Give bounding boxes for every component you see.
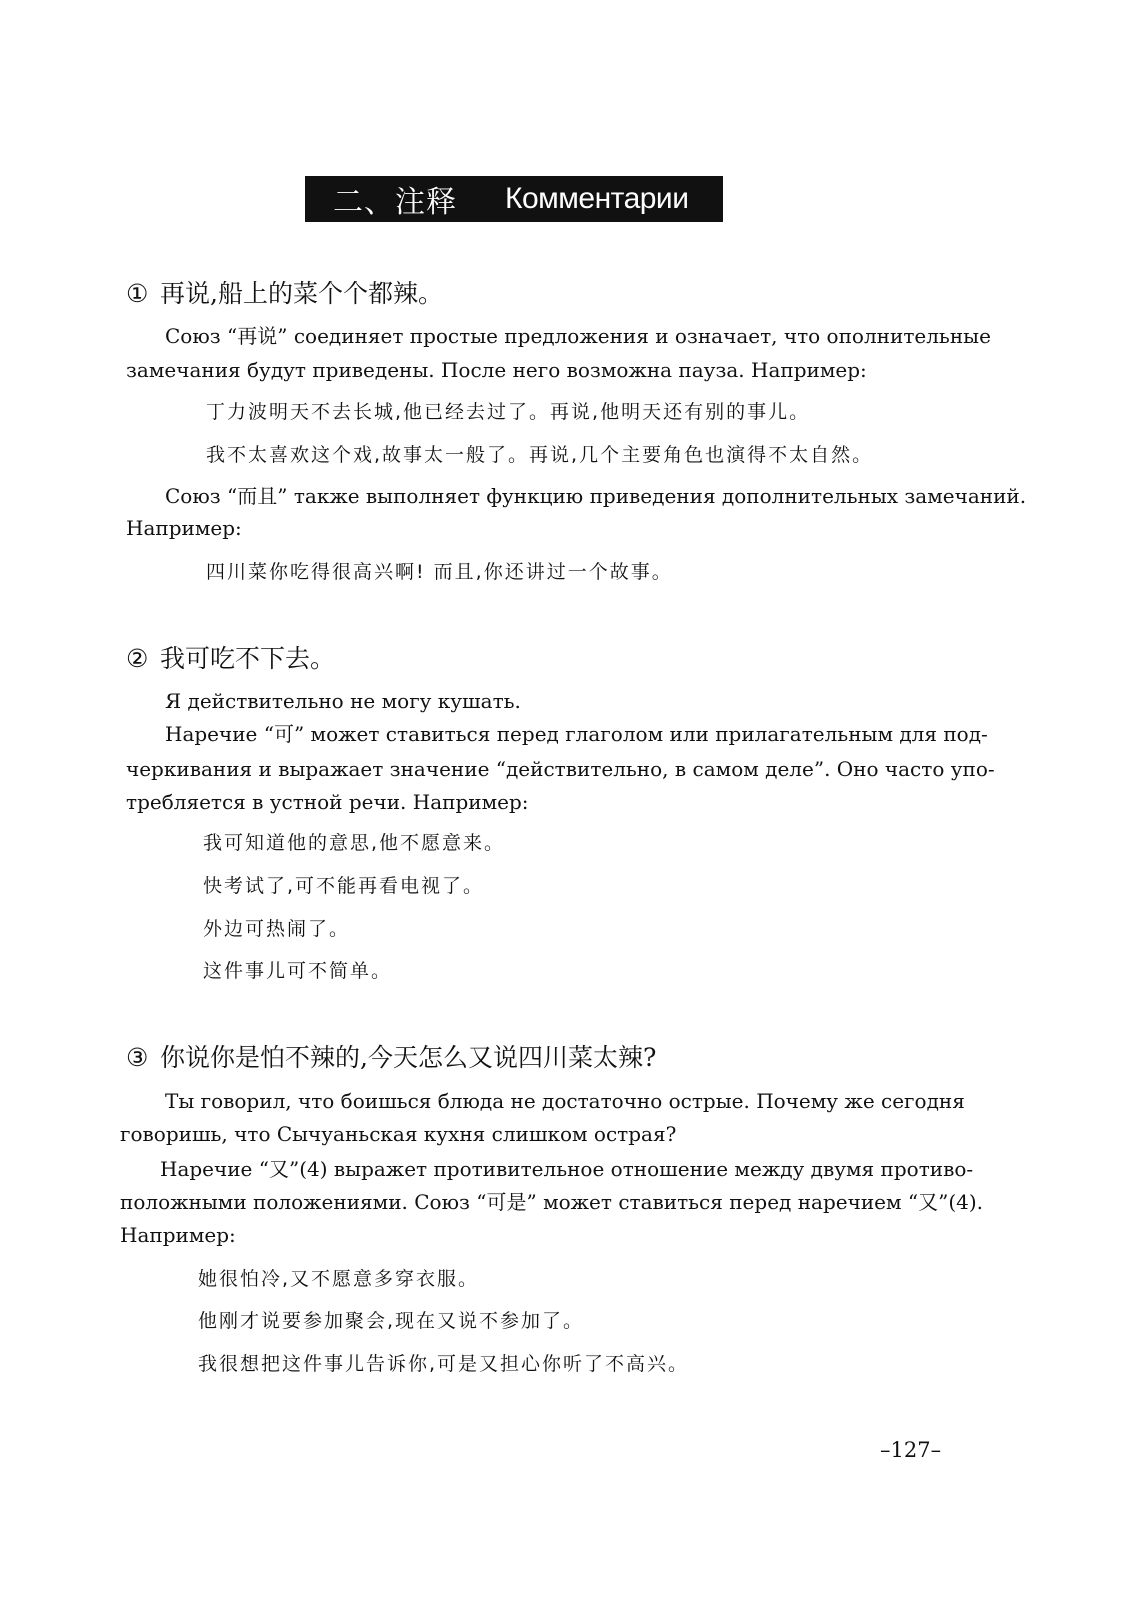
- note-2-example-4: 这件事儿可不简单。: [203, 960, 393, 982]
- note-3-title: 你说你是怕不辣的,今天怎么又说四川菜太辣?: [160, 1043, 657, 1072]
- note-2-line-3: черкивания и выражает значение “действительно, в самом деле”. Оно часто упо-: [126, 757, 995, 781]
- section-header-russian: Комментарии: [505, 182, 689, 215]
- note-2-number: ②: [126, 644, 149, 673]
- page-number: –127–: [880, 1438, 942, 1462]
- note-3-line-3: Наречие “又”(4) выражет противительное отношение между двумя противо-: [160, 1157, 974, 1181]
- note-1-example-2: 我不太喜欢这个戏,故事太一般了。再说,几个主要角色也演得不太自然。: [206, 444, 874, 466]
- note-3-number: ③: [126, 1043, 149, 1072]
- note-1-line-3: Союз “而且” также выполняет функцию приведения дополнительных замечаний.: [165, 484, 1027, 508]
- note-3-example-3: 我很想把这件事儿告诉你,可是又担心你听了不高兴。: [198, 1353, 690, 1375]
- note-1-example-1: 丁力波明天不去长城,他已经去过了。再说,他明天还有别的事儿。: [206, 401, 811, 423]
- note-2-example-3: 外边可热闹了。: [203, 918, 351, 940]
- note-2-example-2: 快考试了,可不能再看电视了。: [203, 875, 485, 897]
- note-2-title: 我可吃不下去。: [160, 644, 336, 673]
- note-1-title: 再说,船上的菜个个都辣。: [160, 279, 443, 308]
- note-2-example-1: 我可知道他的意思,他不愿意来。: [203, 832, 506, 854]
- note-3-line-1: Ты говорил, что боишься блюда не достаточно острые. Почему же сегодня: [165, 1089, 965, 1113]
- note-2-line-1: Я действительно не могу кушать.: [165, 689, 521, 713]
- note-3-line-2: говоришь, что Сычуаньская кухня слишком острая?: [120, 1122, 677, 1146]
- note-1-line-2: замечания будут приведены. После него возможна пауза. Например:: [126, 358, 867, 382]
- note-2-heading: [126, 639, 335, 675]
- note-1-line-4: Например:: [126, 516, 242, 540]
- note-3-heading: [126, 1038, 656, 1074]
- note-3-example-2: 他刚才说要参加聚会,现在又说不参加了。: [198, 1310, 585, 1332]
- note-1-line-1: Союз “再说” соединяет простые предложения и означает, что ополнительные: [165, 324, 991, 348]
- section-header-chinese: 二、注释: [333, 185, 457, 220]
- note-1-number: ①: [126, 279, 149, 308]
- note-3-example-1: 她很怕冷,又不愿意多穿衣服。: [198, 1268, 480, 1290]
- note-1-example-3: 四川菜你吃得很高兴啊! 而且,你还讲过一个故事。: [206, 561, 673, 583]
- note-2-line-2: Наречие “可” может ставиться перед глаголом или прилагательным для под-: [165, 722, 988, 746]
- note-3-line-4: положными положениями. Союз “可是” может ставиться перед наречием “又”(4).: [120, 1190, 984, 1214]
- section-header: [305, 176, 723, 222]
- note-3-line-5: Например:: [120, 1223, 236, 1247]
- note-2-line-4: требляется в устной речи. Например:: [126, 790, 529, 814]
- note-1-heading: [126, 274, 443, 310]
